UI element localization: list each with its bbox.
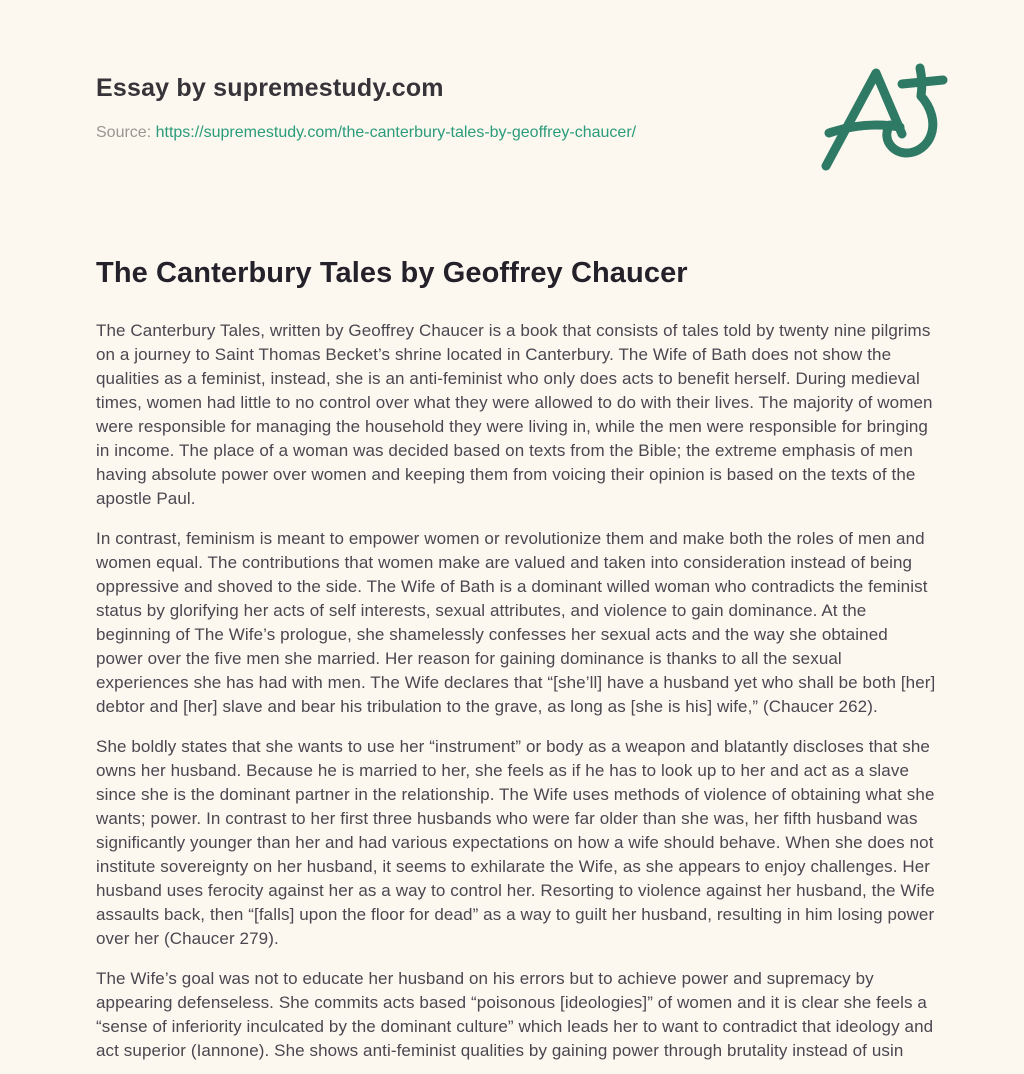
page-title: Essay by supremestudy.com (96, 74, 444, 102)
essay-paragraph: The Canterbury Tales, written by Geoffrey Chaucer is a book that consists of tales told by twenty nine pilgrims on a journey to Saint Thomas Becket’s shrine located in Canterbury. The Wife of Bath does not show the qualities as a feminist, instead, she is an anti-feminist who only does acts to benefit herself. During medieval times, women had little to no control over what they were allowed to do with their lives. The majority of women were responsible for managing the household they were living in, while the men were responsible for bringing in income. The place of a woman was decided based on texts from the Bible; the extreme emphasis of men having absolute power over women and keeping them from voicing their opinion is based on the texts of the apostle Paul. (96, 321, 933, 508)
essay-paragraph: The Wife’s goal was not to educate her husband on his errors but to achieve power and supremacy by appearing defenseless. She commits acts based “poisonous [ideologies]” of women and it is clear she feels a “sense of inferiority inculcated by the dominant culture” which leads her to want to contradict that ideology and act superior (Iannone). She shows anti-feminist qualities by gaining power through brutality instead of usin (96, 969, 934, 1060)
essay-paragraph: She boldly states that she wants to use her “instrument” or body as a weapon and blatantly discloses that she owns her husband. Because he is married to her, she feels as if he has to look up to her and act as a slave since she is the dominant partner in the relationship. The Wife uses methods of violence of obtaining what she wants; power. In contrast to her first three husbands who were far older than she was, her fifth husband was significantly younger than her and had various expectations on how a wife should behave. When she does not institute sovereignty on her husband, it seems to exhilarate the Wife, as she appears to enjoy challenges. Her husband uses ferocity against her as a way to control her. Resorting to violence against her husband, the Wife assaults back, then “[falls] upon the floor for dead” as a way to guilt her husband, resulting in him losing power over her (Chaucer 279). (96, 737, 935, 948)
essay-title: The Canterbury Tales by Geoffrey Chaucer (96, 257, 688, 289)
essay-paragraph: In contrast, feminism is meant to empower women or revolutionize them and make both the roles of men and women equal. The contributions that women make are valued and taken into consideration instead of being oppressive and shoved to the side. The Wife of Bath is a dominant willed woman who contradicts the feminist status by glorifying her acts of self interests, sexual attributes, and violence to gain dominance. At the beginning of The Wife’s prologue, she shamelessly confesses her sexual acts and the way she obtained power over the five men she married. Her reason for gaining dominance is thanks to all the sexual experiences she has had with men. The Wife declares that “[she’ll] have a husband yet who shall be both [her] debtor and [her] slave and bear his tribulation to the grave, as long as [she is his] wife,” (Chaucer 262). (96, 529, 936, 716)
site-header (96, 0, 934, 143)
source-label: Source: (96, 124, 152, 141)
source-line (96, 123, 934, 143)
source-link[interactable]: https://supremestudy.com/the-canterbury-tales-by-geoffrey-chaucer/ (155, 124, 637, 141)
a-plus-logo-icon (816, 60, 956, 175)
essay-body (96, 319, 936, 1063)
